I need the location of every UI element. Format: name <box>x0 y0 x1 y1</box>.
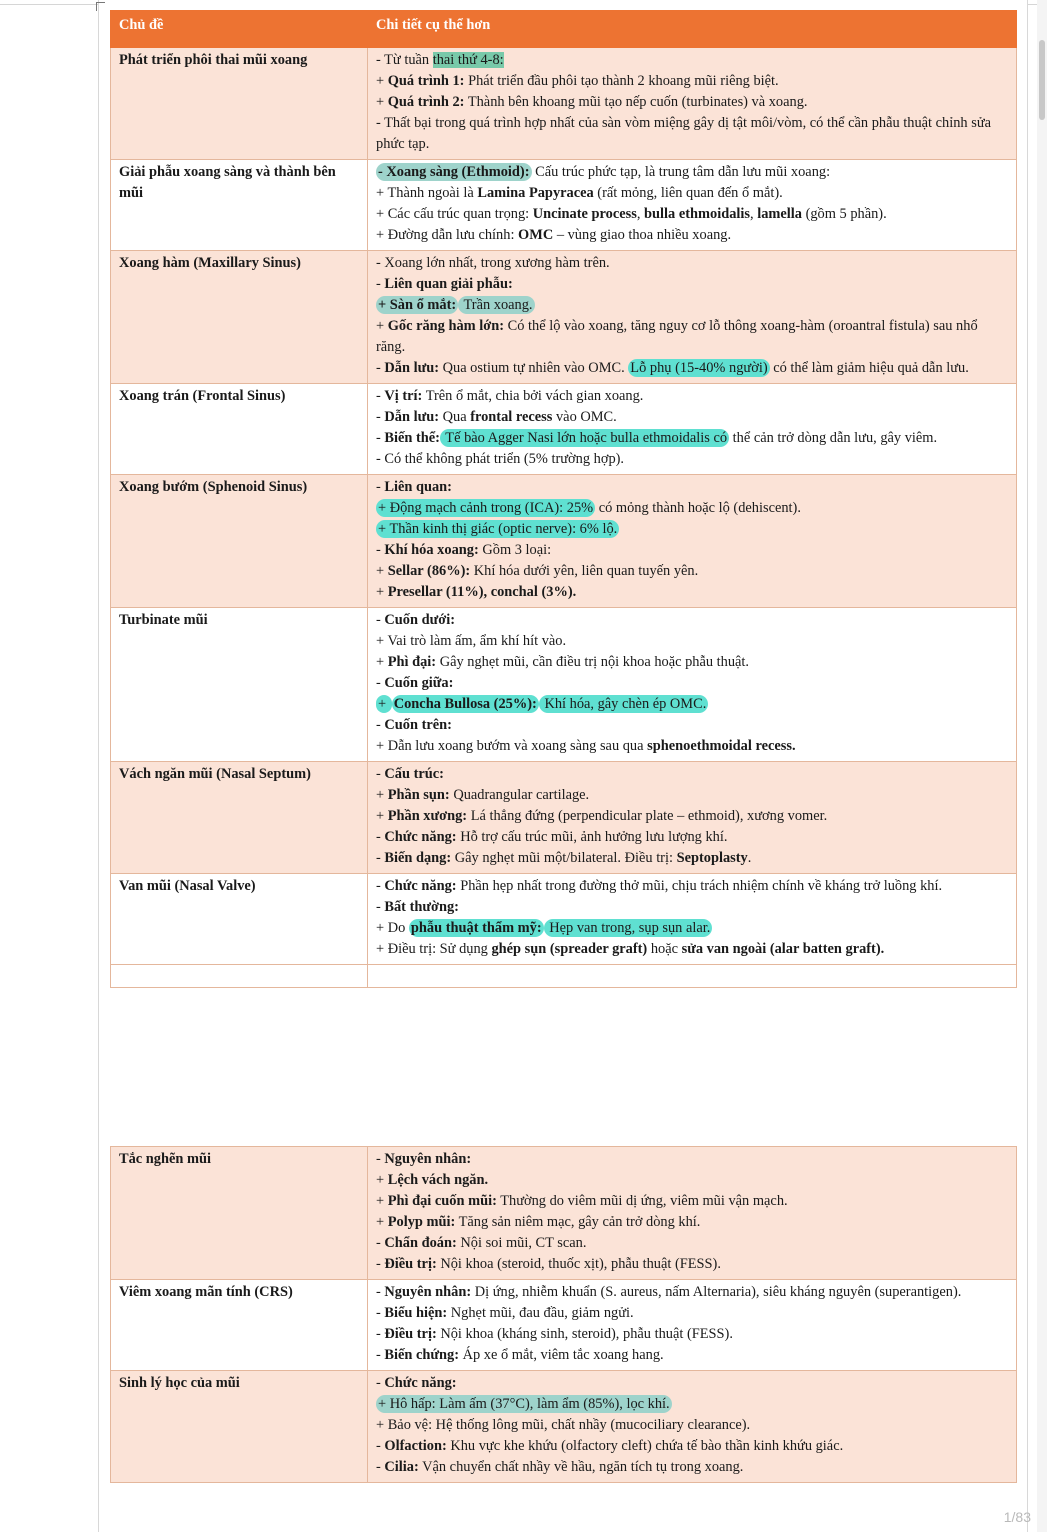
text-segment: - <box>376 1375 385 1391</box>
text-segment: Qua <box>439 409 471 425</box>
text-segment: Tăng sản niêm mạc, gây cản trở dòng khí. <box>455 1214 701 1230</box>
main-table <box>110 10 1017 988</box>
detail-line <box>376 183 1008 204</box>
detail-line <box>376 827 1008 848</box>
detail-line <box>376 274 1008 295</box>
row-topic: Xoang trán (Frontal Sinus) <box>111 384 368 475</box>
text-segment: - <box>376 360 385 376</box>
text-segment: Nội khoa (steroid, thuốc xịt), phẫu thuật (FESS). <box>436 1256 721 1272</box>
detail-line <box>376 715 1008 736</box>
row-detail <box>368 1371 1017 1483</box>
detail-line <box>376 1303 1008 1324</box>
text-segment: Lệch vách ngăn. <box>387 1172 489 1188</box>
text-segment: - <box>376 1438 385 1454</box>
row-topic: Xoang bướm (Sphenoid Sinus) <box>111 475 368 608</box>
text-segment: thể cản trở dòng dẫn lưu, gây viêm. <box>729 430 938 446</box>
text-segment: Vận chuyển chất nhầy về hầu, ngăn tích tụ trong xoang. <box>418 1459 744 1475</box>
detail-line <box>376 428 1008 449</box>
detail-line <box>376 1324 1008 1345</box>
text-segment: - <box>376 1305 385 1321</box>
text-segment: Dị ứng, nhiễm khuẩn (S. aureus, nấm Alternaria), siêu kháng nguyên (superantigen). <box>471 1284 962 1300</box>
detail-line <box>376 50 1008 71</box>
table-row <box>111 874 1017 965</box>
text-segment: - <box>376 388 385 404</box>
header-detail: Chi tiết cụ thể hơn <box>368 11 1017 48</box>
detail-line <box>376 113 1008 155</box>
highlighted-text: Trần xoang. <box>460 297 533 313</box>
text-segment: + <box>376 563 388 579</box>
row-detail <box>368 475 1017 608</box>
text-segment: hoặc <box>647 941 682 957</box>
text-segment: - Thất bại trong quá trình hợp nhất của sàn vòm miệng gây dị tật môi/vòm, có thể cần phẫu thuật chỉnh sửa phức tạp. <box>376 115 992 152</box>
text-segment: có mỏng thành hoặc lộ (dehiscent). <box>595 500 801 516</box>
detail-line <box>376 162 1008 183</box>
text-segment: + Điều trị: Sử dụng <box>376 941 492 957</box>
text-segment: Điều trị: <box>384 1326 437 1342</box>
text-segment: + Thành ngoài là <box>376 185 478 201</box>
text-segment: Cấu trúc phức tạp, là trung tâm dẫn lưu mũi xoang: <box>531 164 831 180</box>
detail-line <box>376 652 1008 673</box>
detail-line <box>376 407 1008 428</box>
detail-line <box>376 764 1008 785</box>
text-segment: + <box>376 1193 388 1209</box>
text-segment: ghép sụn (spreader graft) <box>491 941 648 957</box>
detail-line <box>376 519 1008 540</box>
text-segment: + <box>376 94 388 110</box>
text-segment: Dẫn lưu: <box>384 360 440 376</box>
text-segment: - <box>376 1347 385 1363</box>
text-segment: Septoplasty <box>676 850 748 866</box>
detail-line <box>376 1191 1008 1212</box>
text-segment: sửa van ngoài (alar batten graft). <box>681 941 885 957</box>
scrollbar-thumb[interactable] <box>1039 40 1045 120</box>
highlighted-text: + Thần kinh thị giác (optic nerve): 6% lộ. <box>378 521 618 537</box>
text-segment: Gây nghẹt mũi, cần điều trị nội khoa hoặc phẫu thuật. <box>436 654 750 670</box>
text-segment: OMC <box>518 227 554 243</box>
text-segment: Chức năng: <box>384 1375 457 1391</box>
detail-line <box>376 358 1008 379</box>
detail-line <box>376 1457 1008 1478</box>
text-segment: - <box>376 850 385 866</box>
text-segment: + <box>376 584 388 600</box>
text-segment: Trên ổ mắt, chia bởi vách gian xoang. <box>422 388 644 404</box>
text-segment: + Bảo vệ: Hệ thống lông mũi, chất nhầy (mucociliary clearance). <box>376 1417 751 1433</box>
detail-line <box>376 561 1008 582</box>
row-topic: Xoang hàm (Maxillary Sinus) <box>111 251 368 384</box>
text-segment: bulla ethmoidalis <box>644 206 750 222</box>
text-segment: Hỗ trợ cấu trúc mũi, ảnh hưởng lưu lượng khí. <box>456 829 728 845</box>
detail-line <box>376 449 1008 470</box>
highlighted-text: phẫu thuật thẩm mỹ: <box>410 920 542 936</box>
text-segment: Olfaction: <box>384 1438 447 1454</box>
text-segment: - <box>376 479 385 495</box>
text-segment: Lá thẳng đứng (perpendicular plate – ethmoid), xương vomer. <box>467 808 828 824</box>
text-segment: - Từ tuần <box>376 52 433 68</box>
text-segment: Phần hẹp nhất trong đường thở mũi, chịu trách nhiệm chính về kháng trở luồng khí. <box>456 878 943 894</box>
text-segment: Phần xương: <box>387 808 468 824</box>
table-row <box>111 1371 1017 1483</box>
text-segment: - <box>376 878 385 894</box>
text-segment: - <box>376 1235 385 1251</box>
text-segment: lamella <box>757 206 802 222</box>
detail-line <box>376 806 1008 827</box>
text-segment: - <box>376 675 385 691</box>
text-segment: Phát triển đầu phôi tạo thành 2 khoang mũi riêng biệt. <box>464 73 779 89</box>
text-segment: + <box>376 73 388 89</box>
text-segment: Phần sụn: <box>387 787 450 803</box>
text-segment: Vị trí: <box>384 388 423 404</box>
text-segment: Nguyên nhân: <box>384 1284 472 1300</box>
second-table <box>110 1146 1017 1483</box>
detail-line <box>376 1149 1008 1170</box>
empty-row <box>111 965 1017 988</box>
empty-cell <box>111 965 368 988</box>
detail-line <box>376 1170 1008 1191</box>
second-table-body <box>111 1147 1017 1483</box>
row-detail <box>368 762 1017 874</box>
text-segment: Thành bên khoang mũi tạo nếp cuốn (turbinates) và xoang. <box>464 94 808 110</box>
text-segment: sphenoethmoidal recess. <box>647 738 796 754</box>
detail-line <box>376 1415 1008 1436</box>
row-detail <box>368 48 1017 160</box>
detail-line <box>376 631 1008 652</box>
highlighted-text: Concha Bullosa (25%): <box>393 696 537 712</box>
detail-line <box>376 1254 1008 1275</box>
text-segment: Biểu hiện: <box>384 1305 448 1321</box>
text-segment: Áp xe ổ mắt, viêm tắc xoang hang. <box>459 1347 664 1363</box>
table-row <box>111 384 1017 475</box>
row-detail <box>368 251 1017 384</box>
detail-line <box>376 316 1008 358</box>
empty-cell <box>368 965 1017 988</box>
text-segment: Chức năng: <box>384 829 457 845</box>
detail-line <box>376 295 1008 316</box>
detail-line <box>376 939 1008 960</box>
text-segment: . <box>747 850 752 866</box>
page-corner-marker <box>96 2 105 11</box>
text-segment: Cuốn dưới: <box>384 612 455 628</box>
row-detail <box>368 1147 1017 1280</box>
row-topic: Turbinate mũi <box>111 608 368 762</box>
highlighted-text: + <box>378 696 390 712</box>
text-segment: (rất mỏng, liên quan đến ổ mắt). <box>593 185 783 201</box>
detail-line <box>376 897 1008 918</box>
detail-line <box>376 225 1008 246</box>
highlighted-text: Lỗ phụ (15-40% người) <box>630 360 768 376</box>
detail-line <box>376 498 1008 519</box>
highlighted-text: + Động mạch cảnh trong (ICA): 25% <box>378 500 594 516</box>
text-segment: - <box>376 717 385 733</box>
text-segment: Chức năng: <box>384 878 457 894</box>
text-segment: + <box>376 654 388 670</box>
text-segment: Sellar (86%): <box>387 563 471 579</box>
text-segment: + <box>376 808 388 824</box>
table-row <box>111 1147 1017 1280</box>
table-row <box>111 251 1017 384</box>
text-segment: - <box>376 1151 385 1167</box>
text-segment: Presellar (11%), conchal (3%). <box>387 584 577 600</box>
text-segment: Cấu trúc: <box>384 766 444 782</box>
row-detail <box>368 608 1017 762</box>
table-row <box>111 608 1017 762</box>
detail-line <box>376 92 1008 113</box>
text-segment: + Các cấu trúc quan trọng: <box>376 206 533 222</box>
detail-line <box>376 785 1008 806</box>
text-segment: Liên quan giải phẫu: <box>384 276 513 292</box>
text-segment: + <box>376 1172 388 1188</box>
detail-line <box>376 1345 1008 1366</box>
text-segment: , <box>750 206 758 222</box>
detail-line <box>376 918 1008 939</box>
text-segment: - <box>376 430 385 446</box>
text-segment: Có thể lộ vào xoang, tăng nguy cơ lỗ thông xoang-hàm (oroantral fistula) sau nhổ răng. <box>376 318 978 355</box>
text-segment: + Do <box>376 920 409 936</box>
text-segment: Nguyên nhân: <box>384 1151 472 1167</box>
text-segment: Quadrangular cartilage. <box>449 787 590 803</box>
highlighted-text: thai thứ 4-8: <box>432 52 504 68</box>
text-segment: - <box>376 899 385 915</box>
detail-line <box>376 1436 1008 1457</box>
row-topic: Vách ngăn mũi (Nasal Septum) <box>111 762 368 874</box>
text-segment: + Dẫn lưu xoang bướm và xoang sàng sau qua <box>376 738 648 754</box>
table-row <box>111 48 1017 160</box>
text-segment: Lamina Papyracea <box>477 185 594 201</box>
text-segment: có thể làm giảm hiệu quả dẫn lưu. <box>769 360 969 376</box>
detail-line <box>376 540 1008 561</box>
text-segment: - <box>376 409 385 425</box>
detail-line <box>376 477 1008 498</box>
highlighted-text: - Xoang sàng (Ethmoid): <box>378 164 530 180</box>
text-segment: + Đường dẫn lưu chính: <box>376 227 519 243</box>
text-segment: Cilia: <box>384 1459 419 1475</box>
detail-line <box>376 1394 1008 1415</box>
detail-line <box>376 876 1008 897</box>
table-row <box>111 160 1017 251</box>
detail-line <box>376 386 1008 407</box>
detail-line <box>376 1282 1008 1303</box>
text-segment: – vùng giao thoa nhiều xoang. <box>553 227 732 243</box>
text-segment: + <box>376 787 388 803</box>
vertical-scrollbar[interactable] <box>1037 0 1047 1532</box>
text-segment: Polyp mũi: <box>387 1214 456 1230</box>
detail-line <box>376 253 1008 274</box>
text-segment: Cuốn trên: <box>384 717 452 733</box>
highlighted-text: Hẹp van trong, sụp sụn alar. <box>545 920 711 936</box>
text-segment: - <box>376 276 385 292</box>
highlighted-text: + Sàn ổ mắt: <box>378 297 457 313</box>
text-segment: Nội soi mũi, CT scan. <box>456 1235 587 1251</box>
text-segment: Quá trình 1: <box>387 73 465 89</box>
text-segment: + <box>376 1214 388 1230</box>
text-segment: Gồm 3 loại: <box>478 542 552 558</box>
text-segment: Gốc răng hàm lớn: <box>387 318 505 334</box>
text-segment: , <box>636 206 645 222</box>
detail-line <box>376 673 1008 694</box>
row-detail <box>368 1280 1017 1371</box>
row-topic: Giải phẫu xoang sàng và thành bên mũi <box>111 160 368 251</box>
text-segment: - <box>376 1256 385 1272</box>
main-table-body <box>111 48 1017 988</box>
text-segment: Biến chứng: <box>384 1347 459 1363</box>
detail-line <box>376 204 1008 225</box>
text-segment: - <box>376 1284 385 1300</box>
text-segment: Bất thường: <box>384 899 459 915</box>
text-segment: - <box>376 1459 385 1475</box>
detail-line <box>376 1212 1008 1233</box>
text-segment: Gây nghẹt mũi một/bilateral. Điều trị: <box>451 850 677 866</box>
row-topic: Sinh lý học của mũi <box>111 1371 368 1483</box>
detail-line <box>376 582 1008 603</box>
text-segment: Phì đại: <box>387 654 437 670</box>
text-segment: Điều trị: <box>384 1256 437 1272</box>
detail-line <box>376 1233 1008 1254</box>
detail-line <box>376 848 1008 869</box>
detail-line <box>376 610 1008 631</box>
table-row <box>111 475 1017 608</box>
row-topic: Van mũi (Nasal Valve) <box>111 874 368 965</box>
table-row <box>111 1280 1017 1371</box>
text-segment: Khí hóa dưới yên, liên quan tuyến yên. <box>470 563 699 579</box>
detail-line <box>376 736 1008 757</box>
page-indicator: 1/83 <box>1003 1509 1031 1525</box>
text-segment: Uncinate process <box>532 206 637 222</box>
row-detail <box>368 384 1017 475</box>
text-segment: - <box>376 542 385 558</box>
text-segment: - Xoang lớn nhất, trong xương hàm trên. <box>376 255 610 271</box>
text-segment: - <box>376 829 385 845</box>
detail-line <box>376 71 1008 92</box>
text-segment: - <box>376 612 385 628</box>
text-segment: - <box>376 1326 385 1342</box>
text-segment: - <box>376 766 385 782</box>
text-segment: Biến dạng: <box>384 850 452 866</box>
row-detail <box>368 160 1017 251</box>
text-segment: Khu vực khe khứu (olfactory cleft) chứa tế bào thần kinh khứu giác. <box>446 1438 844 1454</box>
text-segment: + Vai trò làm ấm, ẩm khí hít vào. <box>376 633 567 649</box>
text-segment: Khí hóa xoang: <box>384 542 479 558</box>
text-segment: Cuốn giữa: <box>384 675 454 691</box>
table-row <box>111 762 1017 874</box>
text-segment: Nghẹt mũi, đau đầu, giảm ngửi. <box>447 1305 634 1321</box>
text-segment: + <box>376 318 388 334</box>
highlighted-text: + Hô hấp: Làm ấm (37°C), làm ẩm (85%), lọc khí. <box>378 1396 670 1412</box>
text-segment: Nội khoa (kháng sinh, steroid), phẫu thuật (FESS). <box>436 1326 733 1342</box>
highlighted-text: Khí hóa, gây chèn ép OMC. <box>540 696 707 712</box>
text-segment: Chẩn đoán: <box>384 1235 457 1251</box>
header-topic: Chủ đề <box>111 11 368 48</box>
text-segment: Liên quan: <box>384 479 452 495</box>
text-segment: frontal recess <box>470 409 553 425</box>
text-segment: Quá trình 2: <box>387 94 465 110</box>
table-header-row <box>111 11 1017 48</box>
row-detail <box>368 874 1017 965</box>
text-segment: Dẫn lưu: <box>384 409 440 425</box>
text-segment: (gồm 5 phần). <box>801 206 887 222</box>
row-topic: Viêm xoang mãn tính (CRS) <box>111 1280 368 1371</box>
detail-line <box>376 1373 1008 1394</box>
highlighted-text: Tế bào Agger Nasi lớn hoặc bulla ethmoidalis có <box>441 430 728 446</box>
detail-line <box>376 694 1008 715</box>
text-segment: - Có thể không phát triển (5% trường hợp). <box>376 451 625 467</box>
text-segment: Phì đại cuốn mũi: <box>387 1193 497 1209</box>
text-segment: vào OMC. <box>552 409 617 425</box>
text-segment: Biến thể: <box>384 430 440 446</box>
row-topic: Phát triển phôi thai mũi xoang <box>111 48 368 160</box>
text-segment: Thường do viêm mũi dị ứng, viêm mũi vận mạch. <box>496 1193 788 1209</box>
text-segment: Qua ostium tự nhiên vào OMC. <box>439 360 629 376</box>
row-topic: Tắc nghẽn mũi <box>111 1147 368 1280</box>
